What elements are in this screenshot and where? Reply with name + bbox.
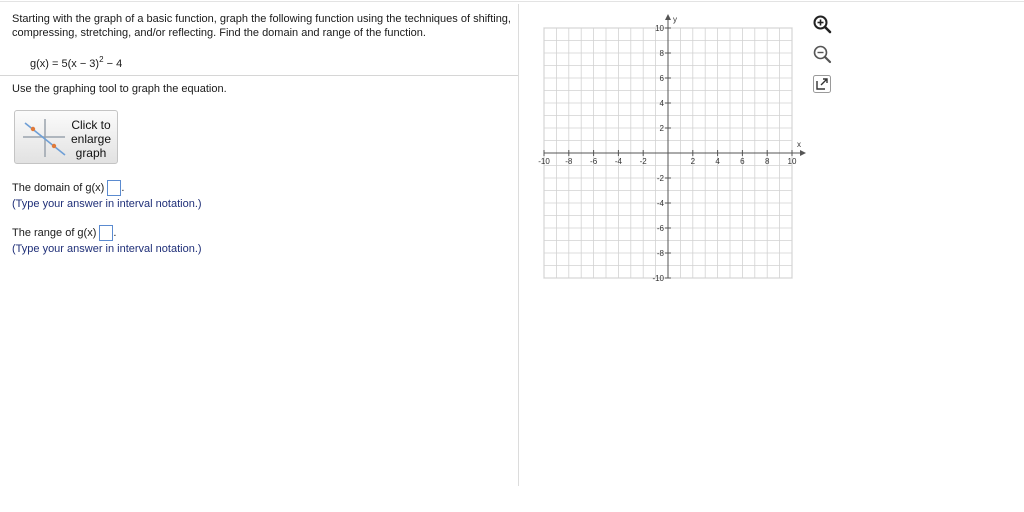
x-axis-label: x: [797, 140, 801, 149]
range-period: .: [113, 227, 117, 239]
range-answer-input[interactable]: [99, 225, 113, 241]
y-tick-label: 10: [655, 24, 664, 33]
y-tick-label: 8: [659, 49, 664, 58]
y-tick-label: -8: [656, 249, 664, 258]
domain-hint: (Type your answer in interval notation.): [12, 198, 202, 210]
y-tick-label: 6: [659, 74, 664, 83]
zoom-in-button[interactable]: [812, 14, 832, 34]
x-axis-arrow: [800, 150, 806, 156]
y-tick-label: -6: [656, 224, 664, 233]
y-tick-label: -2: [656, 174, 664, 183]
x-tick-label: -8: [565, 157, 573, 166]
x-tick-label: -4: [614, 157, 622, 166]
domain-answer-input[interactable]: [107, 180, 121, 196]
pane-divider: [518, 4, 519, 486]
enlarge-graph-label: Click to enlarge graph: [70, 118, 112, 160]
range-question: [12, 225, 116, 241]
domain-question: [12, 180, 124, 196]
equation-exponent: 2: [99, 55, 104, 64]
x-tick-label: 8: [764, 157, 770, 166]
y-tick-label: -10: [652, 274, 664, 283]
graph-thumbnail-icon: [21, 117, 67, 159]
popout-icon: [812, 74, 832, 94]
x-tick-label: 2: [690, 157, 696, 166]
zoom-in-icon: [812, 14, 832, 34]
x-tick-label: -2: [639, 157, 647, 166]
coordinate-grid[interactable]: [530, 10, 810, 290]
zoom-out-button[interactable]: [812, 44, 832, 64]
y-tick-label: 2: [659, 124, 664, 133]
x-tick-label: 6: [740, 157, 745, 166]
function-equation: [30, 55, 122, 70]
domain-label: The domain of g(x): [12, 182, 105, 194]
zoom-out-icon: [812, 44, 832, 64]
y-axis-arrow: [665, 14, 671, 20]
x-tick-label: 4: [715, 157, 720, 166]
graphing-tool-instruction: Use the graphing tool to graph the equation.: [12, 83, 227, 95]
enlarge-graph-button[interactable]: [14, 110, 118, 164]
y-tick-label: -4: [656, 199, 664, 208]
range-hint: (Type your answer in interval notation.): [12, 243, 202, 255]
popout-button[interactable]: [812, 74, 832, 94]
instructions-text: Starting with the graph of a basic function, graph the following function using the techniques of shifting, compressing, stretching, and/or reflecting. Find the domain and range of the function.: [12, 13, 511, 39]
domain-period: .: [121, 182, 125, 194]
range-label: The range of g(x): [12, 227, 97, 239]
equation-offset: − 4: [103, 58, 123, 70]
graph-area[interactable]: [530, 10, 810, 290]
equation-base: g(x) = 5(x − 3): [30, 58, 100, 70]
x-tick-label: -10: [538, 157, 550, 166]
section-divider: [0, 75, 518, 76]
y-axis-label: y: [673, 15, 677, 24]
y-tick-label: 4: [659, 99, 664, 108]
question-pane: [0, 0, 518, 490]
x-tick-label: 10: [787, 157, 797, 166]
x-tick-label: -6: [590, 157, 598, 166]
